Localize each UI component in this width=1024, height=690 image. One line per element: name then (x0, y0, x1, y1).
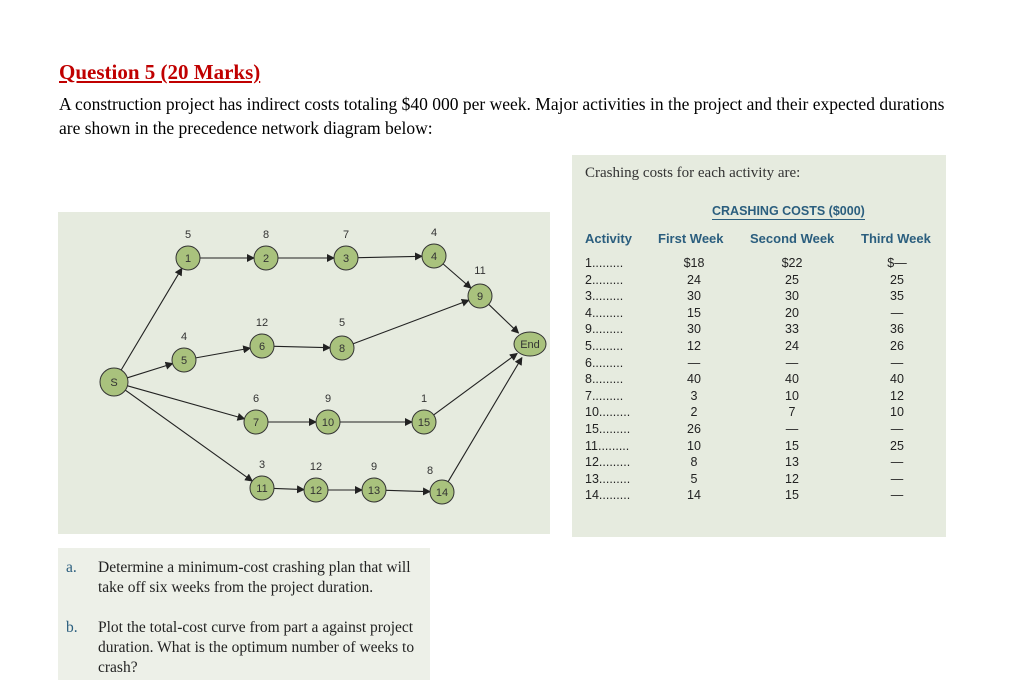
row-first-week: — (687, 355, 701, 370)
node-duration: 9 (324, 393, 332, 405)
leader-dots: ......... (598, 488, 631, 503)
leader-dots: ......... (598, 455, 631, 470)
edge-S-5 (127, 364, 172, 378)
node-label: End (520, 339, 540, 351)
edge-9-End (489, 304, 519, 333)
row-activity: 3......... (585, 289, 624, 304)
row-second-week: 25 (785, 272, 799, 287)
node-5 (172, 331, 196, 372)
task-b (58, 618, 430, 678)
row-second-week: 10 (785, 388, 799, 403)
node-2 (254, 229, 278, 270)
node-label: 2 (262, 253, 270, 265)
node-label: 3 (342, 253, 350, 265)
crashing-intro: Crashing costs for each activity are: (585, 165, 801, 181)
row-second-week: 13 (785, 455, 799, 470)
row-first-week: 40 (687, 372, 701, 387)
node-duration: 5 (338, 317, 346, 329)
node-12 (304, 461, 328, 502)
question-title: Question 5 (20 Marks) (59, 60, 261, 84)
row-first-week: 8 (690, 455, 698, 470)
task-a (58, 558, 430, 618)
node-label: 4 (430, 251, 438, 263)
row-activity: 13......... (585, 471, 631, 486)
leader-dots: ......... (598, 471, 631, 486)
row-third-week: — (890, 488, 904, 503)
leader-dots: ......... (591, 388, 624, 403)
row-first-week: 24 (687, 272, 701, 287)
network-svg (58, 212, 550, 534)
node-duration: 9 (370, 461, 378, 473)
row-second-week: 40 (785, 372, 799, 387)
node-6 (250, 317, 274, 358)
node-duration: 12 (255, 317, 269, 329)
node-3 (334, 229, 358, 270)
row-third-week: — (890, 305, 904, 320)
precedence-network-diagram (58, 212, 550, 534)
row-second-week: — (785, 355, 799, 370)
node-label: 13 (367, 485, 381, 497)
row-third-week: 35 (890, 289, 904, 304)
leader-dots: ......... (591, 372, 624, 387)
row-first-week: 10 (687, 438, 701, 453)
row-activity: 14......... (585, 488, 631, 503)
row-second-week: $22 (781, 256, 803, 270)
node-duration: 3 (258, 459, 266, 471)
row-second-week: 15 (785, 438, 799, 453)
edge-6-8 (274, 346, 330, 347)
row-third-week: 25 (890, 272, 904, 287)
row-second-week: — (785, 422, 799, 436)
row-activity: 1......... (585, 256, 624, 270)
column-header-second-week: Second Week (750, 231, 835, 246)
node-7 (244, 393, 268, 434)
node-10 (316, 393, 340, 434)
node-label: 10 (321, 417, 335, 429)
leader-dots: ......... (591, 256, 624, 270)
row-third-week: — (890, 455, 904, 470)
node-duration: 8 (262, 229, 270, 241)
row-third-week: 10 (890, 405, 904, 420)
node-11 (250, 459, 274, 500)
row-activity: 15......... (585, 422, 631, 436)
leader-dots: ......... (591, 289, 624, 304)
node-duration: 11 (474, 265, 486, 277)
row-third-week: — (890, 355, 904, 370)
row-third-week: 26 (890, 339, 904, 353)
row-third-week: 40 (890, 372, 904, 387)
node-label: 14 (435, 487, 449, 499)
node-duration: 7 (342, 229, 350, 241)
row-third-week: 36 (890, 322, 904, 337)
leader-dots: ......... (591, 355, 624, 370)
row-third-week: 25 (890, 438, 904, 453)
task-a-letter: a. (66, 559, 77, 576)
row-first-week: 14 (687, 488, 701, 503)
node-duration: 6 (252, 393, 260, 405)
node-14 (427, 465, 454, 504)
leader-dots: ......... (591, 339, 624, 353)
row-first-week: $18 (683, 256, 705, 270)
column-header-activity: Activity (585, 231, 632, 246)
row-third-week: $— (887, 256, 907, 270)
node-15 (412, 393, 436, 434)
row-activity: 12......... (585, 455, 631, 470)
row-third-week: — (890, 471, 904, 486)
row-first-week: 15 (687, 305, 701, 320)
leader-dots: ......... (597, 438, 630, 453)
edge-15-End (434, 353, 517, 414)
row-first-week: 2 (690, 405, 698, 420)
edge-11-12 (274, 488, 304, 489)
row-activity: 10......... (585, 405, 631, 420)
crashing-costs-panel (572, 155, 946, 537)
row-first-week: 30 (687, 289, 701, 304)
row-first-week: 5 (690, 471, 698, 486)
node-End (514, 332, 546, 356)
row-first-week: 30 (687, 322, 701, 337)
node-label: 9 (476, 291, 484, 303)
crashing-heading: CRASHING COSTS ($000) (712, 204, 865, 218)
edge-5-6 (196, 348, 250, 358)
leader-dots: ......... (591, 322, 624, 337)
row-activity: 8......... (585, 372, 624, 387)
row-activity: 7......... (585, 388, 624, 403)
leader-dots: ......... (598, 405, 631, 420)
node-9 (468, 265, 492, 308)
node-duration: 12 (309, 461, 323, 473)
task-b-letter: b. (66, 619, 78, 636)
node-duration: 1 (420, 393, 428, 405)
question-body: A construction project has indirect costs totaling $40 000 per week. Major activities in the project and their expected durations are shown in the precedence network diagram below: (59, 94, 945, 138)
row-second-week: 33 (785, 322, 799, 337)
row-second-week: 24 (785, 339, 799, 353)
row-first-week: 12 (687, 339, 701, 353)
edge-8-9 (353, 300, 469, 344)
edge-4-9 (443, 264, 471, 288)
row-second-week: 30 (785, 289, 799, 304)
task-a-text: Determine a minimum-cost crashing plan that will take off six weeks from the project duration. (98, 559, 411, 596)
node-label: 1 (184, 253, 192, 265)
leader-dots: ......... (591, 272, 624, 287)
row-activity: 5......... (585, 339, 624, 353)
task-b-text: Plot the total-cost curve from part a against project duration. What is the optimum number of weeks to crash? (98, 619, 415, 676)
node-duration: 4 (430, 227, 438, 239)
node-duration: 5 (184, 229, 192, 241)
node-13 (362, 461, 386, 502)
edge-S-7 (127, 386, 244, 419)
node-label: 7 (252, 417, 260, 429)
row-second-week: 15 (785, 488, 799, 503)
row-second-week: 7 (788, 405, 796, 420)
leader-dots: ......... (598, 422, 631, 436)
node-8 (330, 317, 354, 360)
row-second-week: 12 (785, 471, 799, 486)
node-label: 15 (417, 417, 431, 429)
row-third-week: — (890, 422, 904, 436)
leader-dots: ......... (591, 305, 624, 320)
row-activity: 9......... (585, 322, 624, 337)
edge-14-End (448, 358, 522, 482)
column-header-third-week: Third Week (861, 231, 931, 246)
node-label: 8 (338, 343, 346, 355)
edge-3-4 (358, 256, 422, 257)
edge-S-11 (125, 390, 252, 481)
row-first-week: 3 (690, 388, 698, 403)
node-duration: 4 (180, 331, 188, 343)
node-label: 12 (309, 485, 323, 497)
row-activity: 4......... (585, 305, 624, 320)
node-label: 6 (258, 341, 266, 353)
node-label: S (110, 377, 118, 389)
row-third-week: 12 (890, 388, 904, 403)
column-header-first-week: First Week (658, 231, 724, 246)
edge-13-14 (386, 490, 430, 491)
row-activity: 11......... (585, 438, 630, 453)
tasks-panel (58, 548, 430, 680)
node-label: 11 (256, 483, 268, 495)
row-activity: 2......... (585, 272, 624, 287)
row-second-week: 20 (785, 305, 799, 320)
node-4 (422, 227, 446, 268)
row-activity: 6......... (585, 355, 624, 370)
node-S (100, 368, 128, 396)
row-first-week: 26 (687, 422, 701, 436)
node-1 (176, 229, 200, 270)
node-label: 5 (180, 355, 188, 367)
node-duration: 8 (426, 465, 434, 477)
